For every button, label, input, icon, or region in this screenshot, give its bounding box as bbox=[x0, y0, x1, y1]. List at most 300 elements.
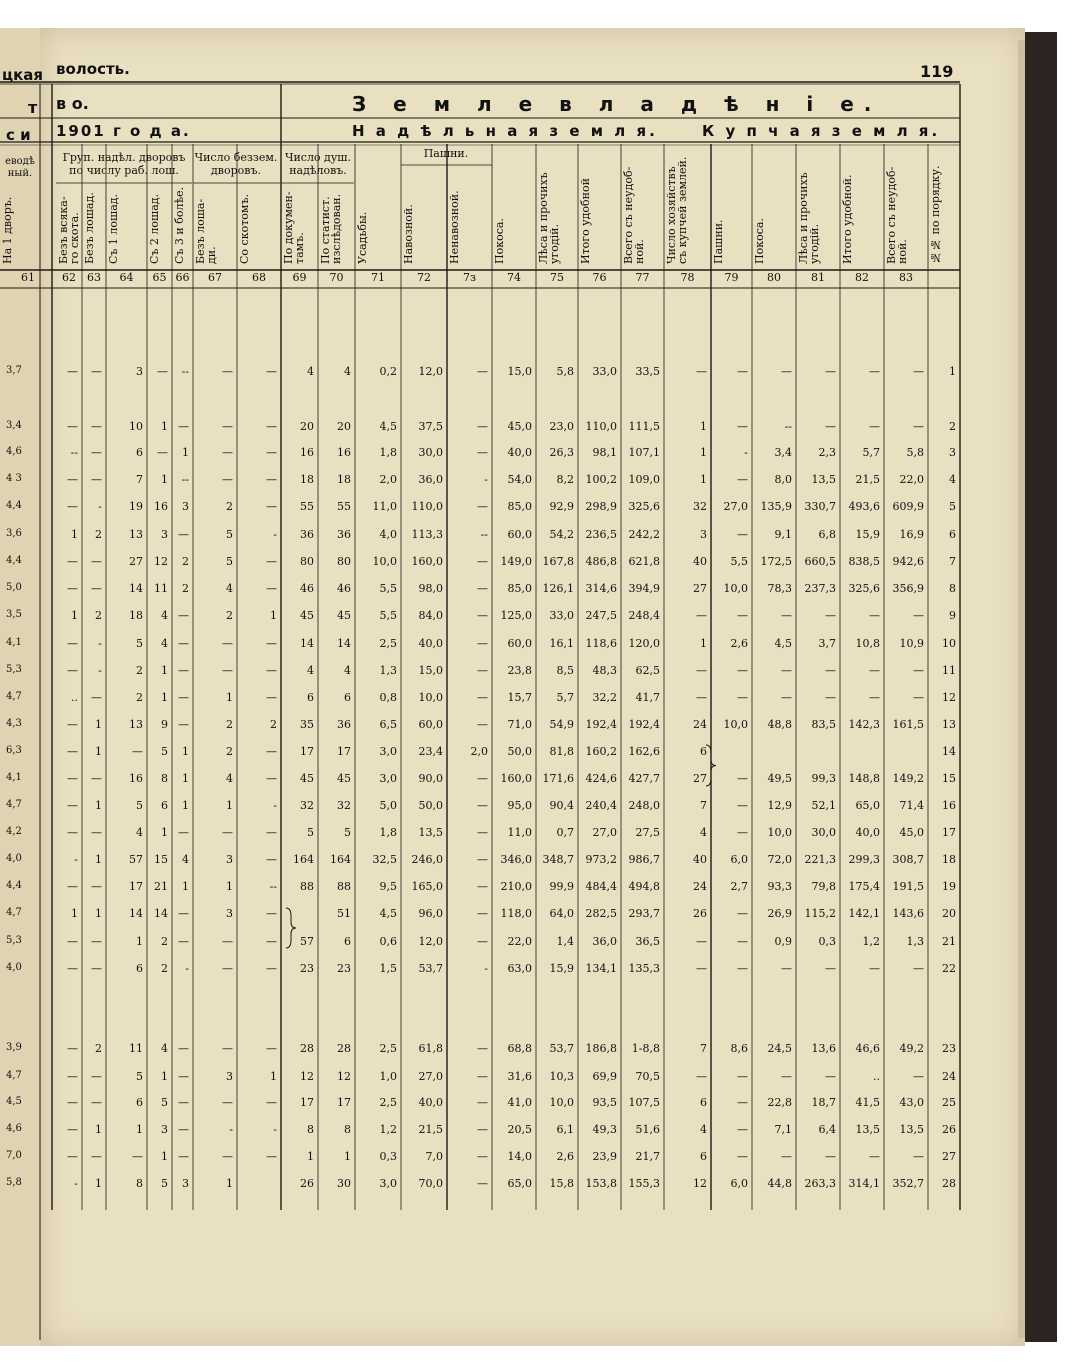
table-cell: 32 bbox=[693, 500, 707, 513]
table-cell: 20 bbox=[300, 420, 314, 433]
table-cell: 6 bbox=[700, 1096, 707, 1109]
table-cell: — bbox=[266, 637, 277, 650]
table-cell: 12 bbox=[693, 1177, 707, 1190]
table-cell: 40 bbox=[693, 853, 707, 866]
table-cell: 49,3 bbox=[592, 1123, 617, 1136]
table-cell: — bbox=[737, 826, 748, 839]
table-cell: 55 bbox=[337, 500, 351, 513]
table-cell: 54,2 bbox=[549, 528, 574, 541]
table-cell: 346,0 bbox=[500, 853, 532, 866]
row-number-cell: 17 bbox=[942, 826, 956, 839]
table-cell: 5,0 bbox=[379, 799, 397, 812]
column-header-label: Съ 2 лошад. bbox=[148, 193, 161, 264]
table-cell: 299,3 bbox=[848, 853, 880, 866]
table-cell: — bbox=[737, 935, 748, 948]
table-cell: — bbox=[696, 691, 707, 704]
table-cell: 6 bbox=[136, 962, 143, 975]
table-cell: 4,7 bbox=[6, 907, 22, 918]
table-cell: 9,1 bbox=[774, 528, 792, 541]
table-cell: 9,5 bbox=[379, 880, 397, 893]
table-cell: — bbox=[737, 1123, 748, 1136]
column-header-label: Всего съ неудоб- ной. bbox=[885, 166, 909, 264]
table-cell: — bbox=[477, 799, 488, 812]
column-header-label: Итого удобной. bbox=[841, 174, 854, 264]
table-cell: — bbox=[157, 446, 168, 459]
table-cell: 4,4 bbox=[6, 555, 22, 566]
table-cell: 282,5 bbox=[585, 907, 617, 920]
table-cell: 486,8 bbox=[585, 555, 617, 568]
table-cell: 7,1 bbox=[774, 1123, 792, 1136]
table-cell: 96,0 bbox=[418, 907, 443, 920]
table-cell: 4 bbox=[344, 664, 351, 677]
table-cell: — bbox=[477, 1150, 488, 1163]
table-cell: 4,7 bbox=[6, 1070, 22, 1081]
table-cell: 80 bbox=[300, 555, 314, 568]
table-cell: 5,7 bbox=[556, 691, 574, 704]
column-number: 70 bbox=[329, 271, 344, 284]
table-cell: 1 bbox=[700, 446, 707, 459]
table-cell: — bbox=[913, 691, 924, 704]
table-cell: 4,4 bbox=[6, 880, 22, 891]
table-cell: 110,0 bbox=[411, 500, 443, 513]
table-cell: 41,5 bbox=[855, 1096, 880, 1109]
table-cell: 115,2 bbox=[804, 907, 836, 920]
table-cell: 4,1 bbox=[6, 637, 22, 648]
row-number-cell: 6 bbox=[949, 528, 956, 541]
table-cell: 210,0 bbox=[500, 880, 532, 893]
table-cell: — bbox=[222, 365, 233, 378]
table-cell: — bbox=[67, 1042, 78, 1055]
table-cell: 1 bbox=[226, 880, 233, 893]
table-cell: 16,1 bbox=[549, 637, 574, 650]
table-cell: — bbox=[222, 664, 233, 677]
table-cell: — bbox=[737, 799, 748, 812]
column-header-label: Усадьбы. bbox=[356, 211, 369, 264]
table-cell: 142,1 bbox=[848, 907, 880, 920]
table-cell: — bbox=[696, 609, 707, 622]
table-cell: 10,3 bbox=[549, 1070, 574, 1083]
table-cell: — bbox=[696, 365, 707, 378]
table-cell: 1,8 bbox=[379, 826, 397, 839]
table-cell: — bbox=[67, 365, 78, 378]
table-cell: 4,2 bbox=[6, 826, 22, 837]
table-cell: 660,5 bbox=[804, 555, 836, 568]
row-number-cell: 24 bbox=[942, 1070, 956, 1083]
table-cell: 16 bbox=[154, 500, 168, 513]
row-number-cell: 5 bbox=[949, 500, 956, 513]
row-number-cell: 13 bbox=[942, 718, 956, 731]
table-cell: 1 bbox=[700, 473, 707, 486]
table-cell: — bbox=[781, 1150, 792, 1163]
row-number-cell: 25 bbox=[942, 1096, 956, 1109]
table-cell: 3 bbox=[161, 528, 168, 541]
table-cell: 171,6 bbox=[542, 772, 574, 785]
table-cell: 80 bbox=[337, 555, 351, 568]
table-cell: 99,9 bbox=[549, 880, 574, 893]
column-number: 68 bbox=[252, 271, 266, 284]
table-cell: 78,3 bbox=[767, 582, 792, 595]
table-cell: 1,3 bbox=[379, 664, 397, 677]
table-cell: -- bbox=[181, 365, 189, 378]
table-cell: 85,0 bbox=[507, 582, 532, 595]
table-cell: 30,0 bbox=[418, 446, 443, 459]
table-cell: 113,3 bbox=[411, 528, 443, 541]
table-cell: 5,8 bbox=[906, 446, 924, 459]
table-cell: 65,0 bbox=[855, 799, 880, 812]
table-cell: 162,6 bbox=[628, 745, 660, 758]
table-cell: — bbox=[222, 420, 233, 433]
table-cell: — bbox=[266, 745, 277, 758]
table-cell: 1 bbox=[161, 691, 168, 704]
table-cell: 69,9 bbox=[592, 1070, 617, 1083]
table-cell: — bbox=[477, 609, 488, 622]
table-cell: 68,8 bbox=[507, 1042, 532, 1055]
table-cell: 36,0 bbox=[592, 935, 617, 948]
table-cell: 23 bbox=[337, 962, 351, 975]
table-cell: 40,0 bbox=[418, 637, 443, 650]
table-cell: 15,9 bbox=[855, 528, 880, 541]
table-cell: 192,4 bbox=[585, 718, 617, 731]
table-cell: 1,8 bbox=[379, 446, 397, 459]
table-cell: 28 bbox=[300, 1042, 314, 1055]
table-cell: 1 bbox=[95, 745, 102, 758]
table-cell: 155,3 bbox=[628, 1177, 660, 1190]
table-cell: 4,3 bbox=[6, 718, 22, 729]
table-cell: — bbox=[178, 664, 189, 677]
table-cell: - bbox=[98, 500, 102, 513]
table-cell: 15,7 bbox=[507, 691, 532, 704]
table-cell: - bbox=[74, 853, 78, 866]
column-number: 72 bbox=[417, 271, 431, 284]
table-cell: .. bbox=[873, 1070, 880, 1083]
table-cell: 120,0 bbox=[628, 637, 660, 650]
table-cell: — bbox=[737, 664, 748, 677]
table-cell: 2 bbox=[182, 582, 189, 595]
table-cell: 3 bbox=[136, 365, 143, 378]
table-cell: - bbox=[273, 528, 277, 541]
table-cell: 186,8 bbox=[585, 1042, 617, 1055]
table-cell: 7 bbox=[700, 799, 707, 812]
table-cell: — bbox=[266, 962, 277, 975]
table-cell: — bbox=[67, 500, 78, 513]
table-cell: — bbox=[825, 962, 836, 975]
table-cell: 247,5 bbox=[585, 609, 617, 622]
table-cell: 45,0 bbox=[507, 420, 532, 433]
table-cell: 26,9 bbox=[767, 907, 792, 920]
table-cell: 24,5 bbox=[767, 1042, 792, 1055]
table-cell: 46 bbox=[337, 582, 351, 595]
table-cell: 1,0 bbox=[379, 1070, 397, 1083]
table-cell: 8 bbox=[344, 1123, 351, 1136]
table-cell: — bbox=[178, 1150, 189, 1163]
table-cell: 45,0 bbox=[899, 826, 924, 839]
column-header-label: По статист. изслѣдован. bbox=[319, 193, 343, 264]
table-cell: 6,1 bbox=[556, 1123, 574, 1136]
table-cell: 1 bbox=[270, 1070, 277, 1083]
table-cell: — bbox=[913, 1150, 924, 1163]
table-cell: 8,6 bbox=[730, 1042, 748, 1055]
table-cell: 1 bbox=[161, 1150, 168, 1163]
table-cell: 6,8 bbox=[818, 528, 836, 541]
table-cell: 22,0 bbox=[899, 473, 924, 486]
table-cell: 1,4 bbox=[556, 935, 574, 948]
table-cell: — bbox=[825, 1070, 836, 1083]
table-cell: 352,7 bbox=[892, 1177, 924, 1190]
table-cell: 40,0 bbox=[507, 446, 532, 459]
table-cell: — bbox=[91, 1150, 102, 1163]
table-cell: - bbox=[484, 962, 488, 975]
table-cell: 51 bbox=[337, 907, 351, 920]
table-cell: 2,5 bbox=[379, 1096, 397, 1109]
table-cell: 18,7 bbox=[811, 1096, 836, 1109]
table-cell: 237,3 bbox=[804, 582, 836, 595]
table-cell: 153,8 bbox=[585, 1177, 617, 1190]
table-cell: 5,8 bbox=[6, 1177, 22, 1188]
table-cell: 118,6 bbox=[585, 637, 617, 650]
table-cell: 149,0 bbox=[500, 555, 532, 568]
table-cell: 6,5 bbox=[379, 718, 397, 731]
table-cell: 2,7 bbox=[730, 880, 748, 893]
table-cell: 6,3 bbox=[6, 745, 22, 756]
table-cell: 1 bbox=[226, 799, 233, 812]
table-cell: — bbox=[737, 473, 748, 486]
table-cell: 95,0 bbox=[507, 799, 532, 812]
table-cell: 221,3 bbox=[804, 853, 836, 866]
table-cell: 19 bbox=[129, 500, 143, 513]
table-cell: 1 bbox=[136, 935, 143, 948]
table-cell: 4,6 bbox=[6, 446, 22, 457]
table-cell: 10,8 bbox=[855, 637, 880, 650]
table-cell: 134,1 bbox=[585, 962, 617, 975]
table-cell: 3,0 bbox=[379, 1177, 397, 1190]
page-number: 119 bbox=[920, 62, 954, 81]
table-cell: 1 bbox=[344, 1150, 351, 1163]
table-cell: — bbox=[67, 799, 78, 812]
table-cell: — bbox=[477, 853, 488, 866]
table-cell: 5 bbox=[226, 555, 233, 568]
group-pashni-header: Пашни. bbox=[423, 147, 469, 160]
row-number-cell: 15 bbox=[942, 772, 956, 785]
row-number-cell: 2 bbox=[949, 420, 956, 433]
table-cell: 33,0 bbox=[549, 609, 574, 622]
table-cell: — bbox=[266, 1042, 277, 1055]
table-cell: — bbox=[737, 962, 748, 975]
table-cell: — bbox=[91, 772, 102, 785]
row-number-cell: 11 bbox=[942, 664, 956, 677]
table-cell: 973,2 bbox=[585, 853, 617, 866]
table-cell: 98,1 bbox=[592, 446, 617, 459]
column-header-label: Безъ лоша- ди. bbox=[194, 198, 218, 264]
table-cell: 63,0 bbox=[507, 962, 532, 975]
table-cell: — bbox=[178, 691, 189, 704]
column-number: 65 bbox=[152, 271, 167, 284]
column-header-label: По докумен- тамъ. bbox=[282, 191, 306, 264]
table-cell: 621,8 bbox=[628, 555, 660, 568]
table-cell: 5 bbox=[161, 1177, 168, 1190]
table-cell: 33,0 bbox=[592, 365, 617, 378]
table-cell: 494,8 bbox=[628, 880, 660, 893]
table-cell: 314,1 bbox=[848, 1177, 880, 1190]
row-number-cell: 4 bbox=[949, 473, 956, 486]
table-cell: 14,0 bbox=[507, 1150, 532, 1163]
table-cell: 60,0 bbox=[507, 528, 532, 541]
table-cell: 93,5 bbox=[592, 1096, 617, 1109]
table-cell: 50,0 bbox=[418, 799, 443, 812]
table-cell: 5,3 bbox=[6, 664, 22, 675]
table-cell: 4,6 bbox=[6, 1123, 22, 1134]
table-cell: - bbox=[98, 664, 102, 677]
table-cell: 1 bbox=[95, 1123, 102, 1136]
table-cell: — bbox=[67, 473, 78, 486]
table-cell: — bbox=[266, 420, 277, 433]
table-cell: 1 bbox=[161, 420, 168, 433]
table-cell: 14 bbox=[337, 637, 351, 650]
table-cell: 5,8 bbox=[556, 365, 574, 378]
row-number-cell: 3 bbox=[949, 446, 956, 459]
table-cell: 1 bbox=[307, 1150, 314, 1163]
table-cell: — bbox=[132, 1150, 143, 1163]
table-cell: 6 bbox=[307, 691, 314, 704]
row-number-cell: 21 bbox=[942, 935, 956, 948]
table-cell: 50,0 bbox=[507, 745, 532, 758]
table-cell: 12,0 bbox=[418, 935, 443, 948]
table-cell: — bbox=[178, 907, 189, 920]
table-cell: — bbox=[477, 826, 488, 839]
table-cell: — bbox=[178, 528, 189, 541]
table-cell: 2 bbox=[226, 609, 233, 622]
column-header-label: Лѣса и прочихъ угодій. bbox=[797, 172, 821, 264]
table-cell: 1 bbox=[161, 664, 168, 677]
table-cell: — bbox=[67, 880, 78, 893]
table-cell: — bbox=[132, 745, 143, 758]
table-cell: — bbox=[67, 772, 78, 785]
table-cell: 3,5 bbox=[6, 609, 22, 620]
table-cell: 3,0 bbox=[379, 745, 397, 758]
table-cell: 55 bbox=[300, 500, 314, 513]
table-cell: — bbox=[825, 691, 836, 704]
table-cell: — bbox=[67, 962, 78, 975]
table-cell: - bbox=[744, 446, 748, 459]
column-header-label: Съ 3 и болѣе. bbox=[173, 186, 186, 264]
table-cell: 263,3 bbox=[804, 1177, 836, 1190]
table-cell: — bbox=[477, 500, 488, 513]
table-cell: 10,0 bbox=[723, 582, 748, 595]
table-cell: 1 bbox=[182, 772, 189, 785]
table-cell: 57 bbox=[300, 935, 314, 948]
table-cell: 4 bbox=[700, 1123, 707, 1136]
table-cell: 5 bbox=[136, 637, 143, 650]
table-cell: 53,7 bbox=[418, 962, 443, 975]
column-number: 80 bbox=[767, 271, 781, 284]
table-cell: 32,5 bbox=[372, 853, 397, 866]
table-cell: 85,0 bbox=[507, 500, 532, 513]
table-cell: 191,5 bbox=[892, 880, 924, 893]
table-cell: 394,9 bbox=[628, 582, 660, 595]
table-cell: 109,0 bbox=[628, 473, 660, 486]
table-cell: 1 bbox=[226, 1177, 233, 1190]
table-cell: 88 bbox=[337, 880, 351, 893]
table-cell: — bbox=[781, 365, 792, 378]
table-cell: 2 bbox=[182, 555, 189, 568]
table-cell: .. bbox=[71, 691, 78, 704]
table-cell: 36 bbox=[337, 528, 351, 541]
table-cell: — bbox=[178, 826, 189, 839]
table-cell: 57 bbox=[129, 853, 143, 866]
table-cell: 40 bbox=[693, 555, 707, 568]
table-cell: 27,0 bbox=[592, 826, 617, 839]
table-cell: — bbox=[178, 609, 189, 622]
table-cell: — bbox=[825, 664, 836, 677]
table-cell: — bbox=[266, 582, 277, 595]
table-cell: — bbox=[737, 1150, 748, 1163]
table-cell: 0,8 bbox=[379, 691, 397, 704]
volost-title: волость. bbox=[56, 60, 130, 78]
table-cell: 45 bbox=[337, 772, 351, 785]
table-cell: 330,7 bbox=[804, 500, 836, 513]
row-number-cell: 23 bbox=[942, 1042, 956, 1055]
table-cell: — bbox=[913, 664, 924, 677]
table-cell: — bbox=[869, 691, 880, 704]
table-cell: 192,4 bbox=[628, 718, 660, 731]
table-cell: 6,0 bbox=[730, 853, 748, 866]
table-cell: 44,8 bbox=[767, 1177, 792, 1190]
table-cell: 0,3 bbox=[818, 935, 836, 948]
table-cell: 0,6 bbox=[379, 935, 397, 948]
table-cell: 18 bbox=[129, 609, 143, 622]
table-cell: 4,7 bbox=[6, 799, 22, 810]
table-cell: 1 bbox=[700, 637, 707, 650]
table-cell: — bbox=[869, 962, 880, 975]
table-cell: 8,0 bbox=[774, 473, 792, 486]
table-cell: 71,4 bbox=[899, 799, 924, 812]
table-cell: — bbox=[178, 935, 189, 948]
table-cell: 45 bbox=[300, 609, 314, 622]
table-cell: 18 bbox=[300, 473, 314, 486]
table-cell: 6 bbox=[161, 799, 168, 812]
column-number: 62 bbox=[62, 271, 76, 284]
table-cell: 126,1 bbox=[542, 582, 574, 595]
table-cell: 43,0 bbox=[899, 1096, 924, 1109]
table-cell: 12 bbox=[300, 1070, 314, 1083]
table-cell: — bbox=[737, 420, 748, 433]
table-cell: 2,5 bbox=[379, 637, 397, 650]
table-cell: — bbox=[477, 1096, 488, 1109]
table-cell: 6 bbox=[700, 1150, 707, 1163]
table-cell: — bbox=[477, 907, 488, 920]
table-cell: 4 bbox=[136, 826, 143, 839]
table-cell: — bbox=[266, 691, 277, 704]
table-cell: — bbox=[477, 637, 488, 650]
table-cell: 10,0 bbox=[723, 718, 748, 731]
table-cell: 111,5 bbox=[628, 420, 660, 433]
table-cell: 33,5 bbox=[635, 365, 660, 378]
table-cell: 3 bbox=[161, 1123, 168, 1136]
table-cell: 2 bbox=[270, 718, 277, 731]
table-cell: — bbox=[266, 826, 277, 839]
table-cell: 1 bbox=[182, 446, 189, 459]
table-cell: 1 bbox=[71, 907, 78, 920]
table-cell: — bbox=[91, 446, 102, 459]
column-number: 81 bbox=[811, 271, 825, 284]
table-cell: 26,3 bbox=[549, 446, 574, 459]
table-cell: 293,7 bbox=[628, 907, 660, 920]
table-cell: 4 bbox=[161, 609, 168, 622]
column-header-label: Покоса. bbox=[493, 218, 506, 264]
table-cell: — bbox=[825, 365, 836, 378]
table-cell: 23,8 bbox=[507, 664, 532, 677]
table-cell: 21,7 bbox=[635, 1150, 660, 1163]
table-cell: 0,2 bbox=[379, 365, 397, 378]
